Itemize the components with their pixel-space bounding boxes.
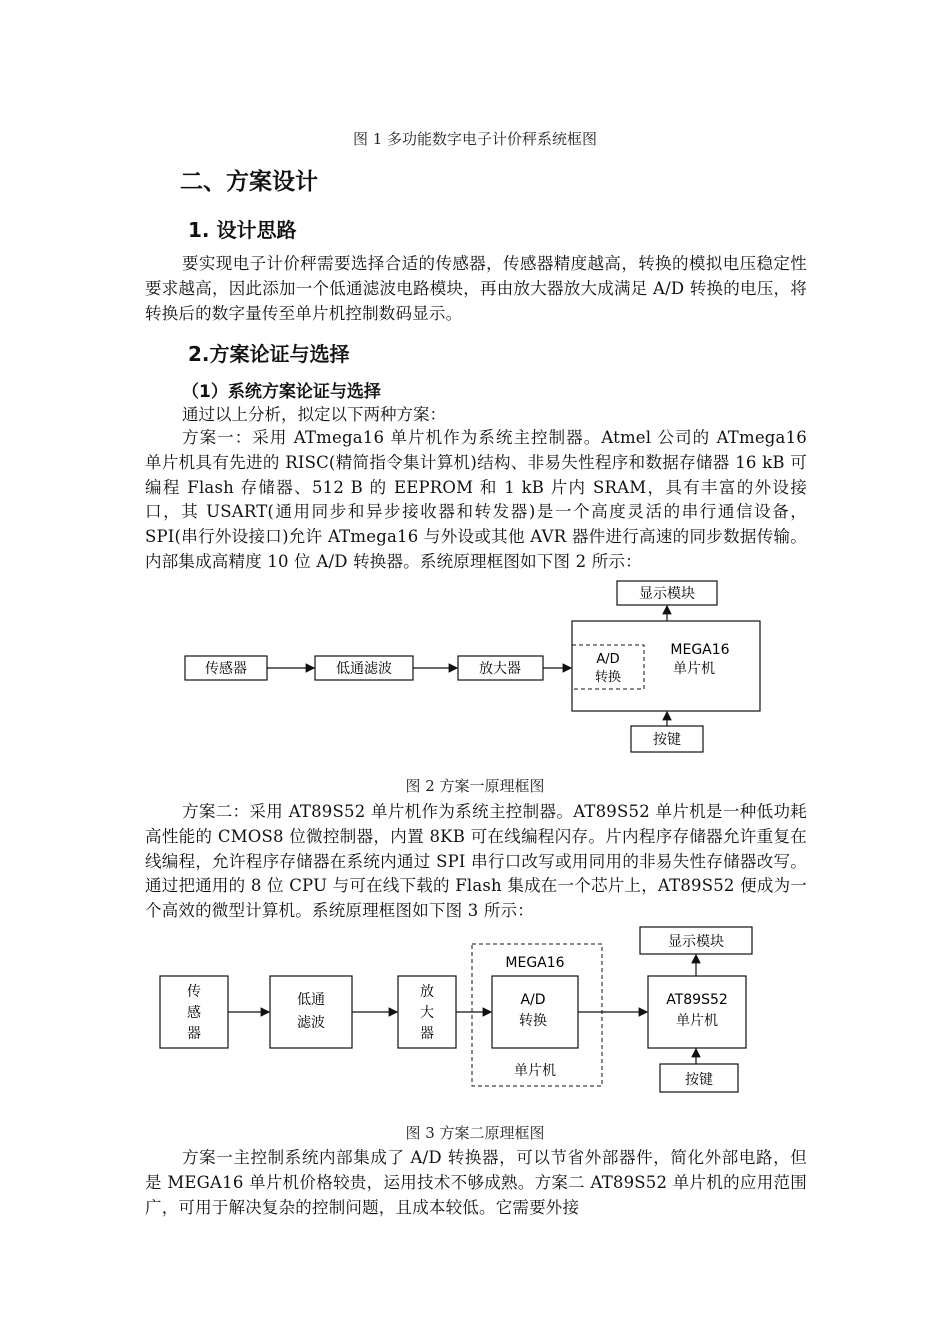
conclusion-paragraph: 方案一主控制系统内部集成了 A/D 转换器，可以节省外部器件，简化外部电路，但是 MEGA16 单片机价格较贵，运用技术不够成熟。方案二 AT89S52 单片机的应用范围广，可用于解决复杂的控制问题，且成本较低。它需要外接 [145,1148,807,1217]
fig3-ad-label1: A/D [520,992,546,1008]
plan2-paragraph: 方案二：采用 AT89S52 单片机作为系统主控制器。AT89S52 单片机是一种低功耗高性能的 CMOS8 位微控制器，内置 8KB 可在线编程闪存。片内程序存储器允许重复在线编程，允许程序存储器在系统内通过 SPI 串行口改写或用同用的非易失性存储器改写。通过把通用的 8 位 CPU 与可在线下载的 Flash 集成在一个芯片上，AT89S52 便成为一个高效的微型计算机。系统原理框图如下图 3 所示： [145,802,807,921]
fig3-amp-label2: 大 [420,1005,434,1021]
fig3-diagram [150,924,780,1104]
sub1-paragraph: 要实现电子计价秤需要选择合适的传感器，传感器精度越高，转换的模拟电压稳定性要求越高，因此添加一个低通滤波电路模块，再由放大器放大成满足 A/D 转换的电压，将转换后的数字量传至单片机控制数码显示。 [145,254,807,323]
fig3-display-label: 显示模块 [668,934,724,950]
fig2-ad-label2: 转换 [594,670,622,685]
fig2-amp-label: 放大器 [479,661,521,677]
intro-line: 通过以上分析，拟定以下两种方案： [182,405,446,424]
fig3-mega-label: MEGA16 [505,955,565,971]
plan1-paragraph: 方案一：采用 ATmega16 单片机作为系统主控制器。Atmel 公司的 ATmega16 单片机具有先进的 RISC(精简指令集计算机)结构、非易失性程序和数据存储器 16 kB 可编程 Flash 存储器、512 B 的 EEPROM 和 1 kB 片内 SRAM，具有丰富的外设接口，其 USART(通用同步和异步接收器和转发器)是一个高度灵活的串行通信设备，SPI(串行外设接口)允许 ATmega16 与外设或其他 AVR 器件进行高速的同步数据传输。内部集成高精度 10 位 A/D 转换器。系统原理框图如下图 2 所示： [145,428,807,571]
section-title: 二、方案设计 [180,169,318,195]
sub1-title: 1. 设计思路 [188,218,297,242]
fig2-caption: 图 2 方案一原理框图 [405,777,545,795]
sub2-title: 2.方案论证与选择 [188,342,350,366]
fig3-mcu-label1: AT89S52 [666,992,728,1008]
fig1-caption: 图 1 多功能数字电子计价秤系统框图 [352,130,598,148]
fig3-filter-label1: 低通 [297,992,325,1008]
fig3-sensor-label3: 器 [187,1026,201,1042]
sub2-1-title: （1）系统方案论证与选择 [182,382,381,402]
fig3-sensor-label1: 传 [187,984,201,1000]
fig3-ad-box [492,976,578,1048]
fig3-ad-label2: 转换 [519,1013,547,1029]
fig3-sensor-label2: 感 [187,1005,201,1021]
fig3-mega-bottom-label: 单片机 [514,1063,556,1079]
fig3-caption: 图 3 方案二原理框图 [405,1124,545,1142]
fig3-amp-label1: 放 [420,984,434,1000]
fig2-filter-label: 低通滤波 [336,661,392,677]
fig2-key-label: 按键 [653,732,681,748]
fig3-filter-label2: 滤波 [297,1015,325,1031]
fig2-diagram [175,578,775,758]
fig2-sensor-label: 传感器 [205,661,247,677]
fig3-key-label: 按键 [685,1072,713,1088]
fig2-mcu-label2: 单片机 [673,661,715,677]
fig2-display-label: 显示模块 [639,586,695,602]
fig2-mcu-label1: MEGA16 [670,642,730,658]
fig3-amp-label3: 器 [420,1026,434,1042]
fig3-mcu-label2: 单片机 [676,1013,718,1029]
fig3-mcu-box [648,976,746,1048]
fig2-ad-label1: A/D [596,652,620,667]
fig3-filter-box [270,976,352,1048]
